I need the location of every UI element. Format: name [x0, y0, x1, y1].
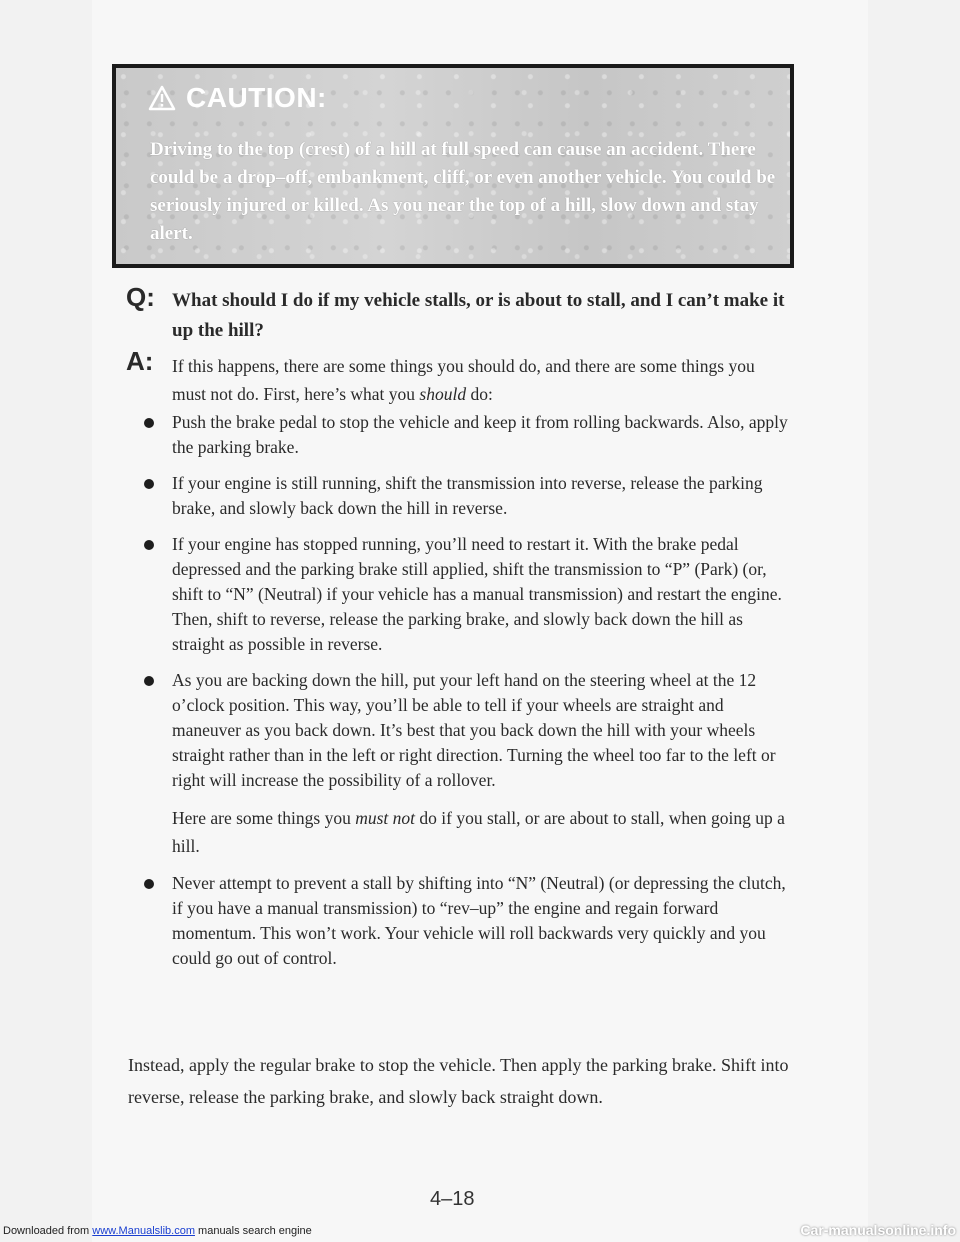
list-item	[142, 471, 792, 521]
must-not-emphasis: must not	[355, 808, 416, 828]
answer-text-part: If this happens, there are some things you should do, and there are some things you must not do. First, here’s what you	[172, 356, 755, 404]
paragraph-text-part: Here are some things you	[172, 808, 356, 828]
question-letter: Q:	[126, 282, 155, 312]
list-item	[142, 668, 792, 793]
list-item-text: Never attempt to prevent a stall by shifting into “N” (Neutral) (or depressing the clutch, if you have a manual transmission) to “rev–up” the engine and regain forward momentum. This won’t work. Your vehicle will roll backwards very quickly and you could go out of control.	[172, 873, 786, 968]
list-item	[142, 410, 792, 460]
download-footer	[3, 1225, 312, 1237]
answer-emphasis: should	[419, 384, 467, 404]
list-item-text: As you are backing down the hill, put your left hand on the steering wheel at the 12 o’clock position. This way, you’ll be able to tell if your wheels are straight and maneuver as you back down. It’s best that you back down the hill with your wheels straight rather than in the left or right direction. Turning the wheel too far to the left or right will increase the possibility of a rollover.	[172, 670, 776, 790]
manualslib-link[interactable]: www.Manualslib.com	[92, 1225, 195, 1237]
footer-text: Downloaded from	[3, 1225, 93, 1237]
bullet-icon	[144, 418, 154, 428]
caution-box	[112, 64, 794, 268]
list-item-text: If your engine has stopped running, you’ll need to restart it. With the brake pedal depressed and the parking brake still applied, shift the transmission to “P” (Park) (or, shift to “N” (Neutral) if your vehicle has a manual transmission) and restart the engine. Then, shift to reverse, release the parking brake, and slowly back down the hill as straight as possible in reverse.	[172, 534, 782, 654]
instruction-list	[142, 410, 792, 982]
bullet-icon	[144, 676, 154, 686]
warning-triangle-icon	[148, 85, 176, 111]
caution-text: Driving to the top (crest) of a hill at full speed can cause an accident. There could be a drop–off, embankment, cliff, or even another vehicle. You could be seriously injured or killed. As you near the top of a hill, slow down and stay alert.	[150, 139, 776, 244]
list-item-text: If your engine is still running, shift the transmission into reverse, release the parking brake, and slowly back down the hill in reverse.	[172, 473, 763, 518]
watermark: Car-manualsonline.info	[800, 1222, 956, 1238]
paragraph-text-part: do if you stall, or are about to stall, when going up a hill.	[172, 808, 785, 856]
footer-text: manuals search engine	[194, 1225, 312, 1237]
answer-text	[128, 352, 788, 408]
bullet-icon	[144, 879, 154, 889]
list-item-text: Push the brake pedal to stop the vehicle and keep it from rolling backwards. Also, apply the parking brake.	[172, 412, 788, 457]
page-number: 4–18	[430, 1188, 475, 1210]
answer-text-part: do:	[466, 384, 493, 404]
answer-block	[126, 346, 788, 408]
caution-title: CAUTION:	[186, 82, 327, 113]
question-text: What should I do if my vehicle stalls, or is about to stall, and I can’t make it up the hill?	[172, 290, 785, 341]
bullet-icon	[144, 479, 154, 489]
must-not-paragraph	[142, 804, 792, 860]
answer-letter: A:	[126, 346, 154, 376]
list-item	[142, 871, 792, 971]
question-block	[126, 282, 788, 346]
bullet-icon	[144, 540, 154, 550]
list-item	[142, 532, 792, 657]
closing-paragraph: Instead, apply the regular brake to stop the vehicle. Then apply the parking brake. Shift into reverse, release the parking brake, and slowly back straight down.	[128, 1055, 789, 1107]
caution-heading	[148, 82, 327, 114]
